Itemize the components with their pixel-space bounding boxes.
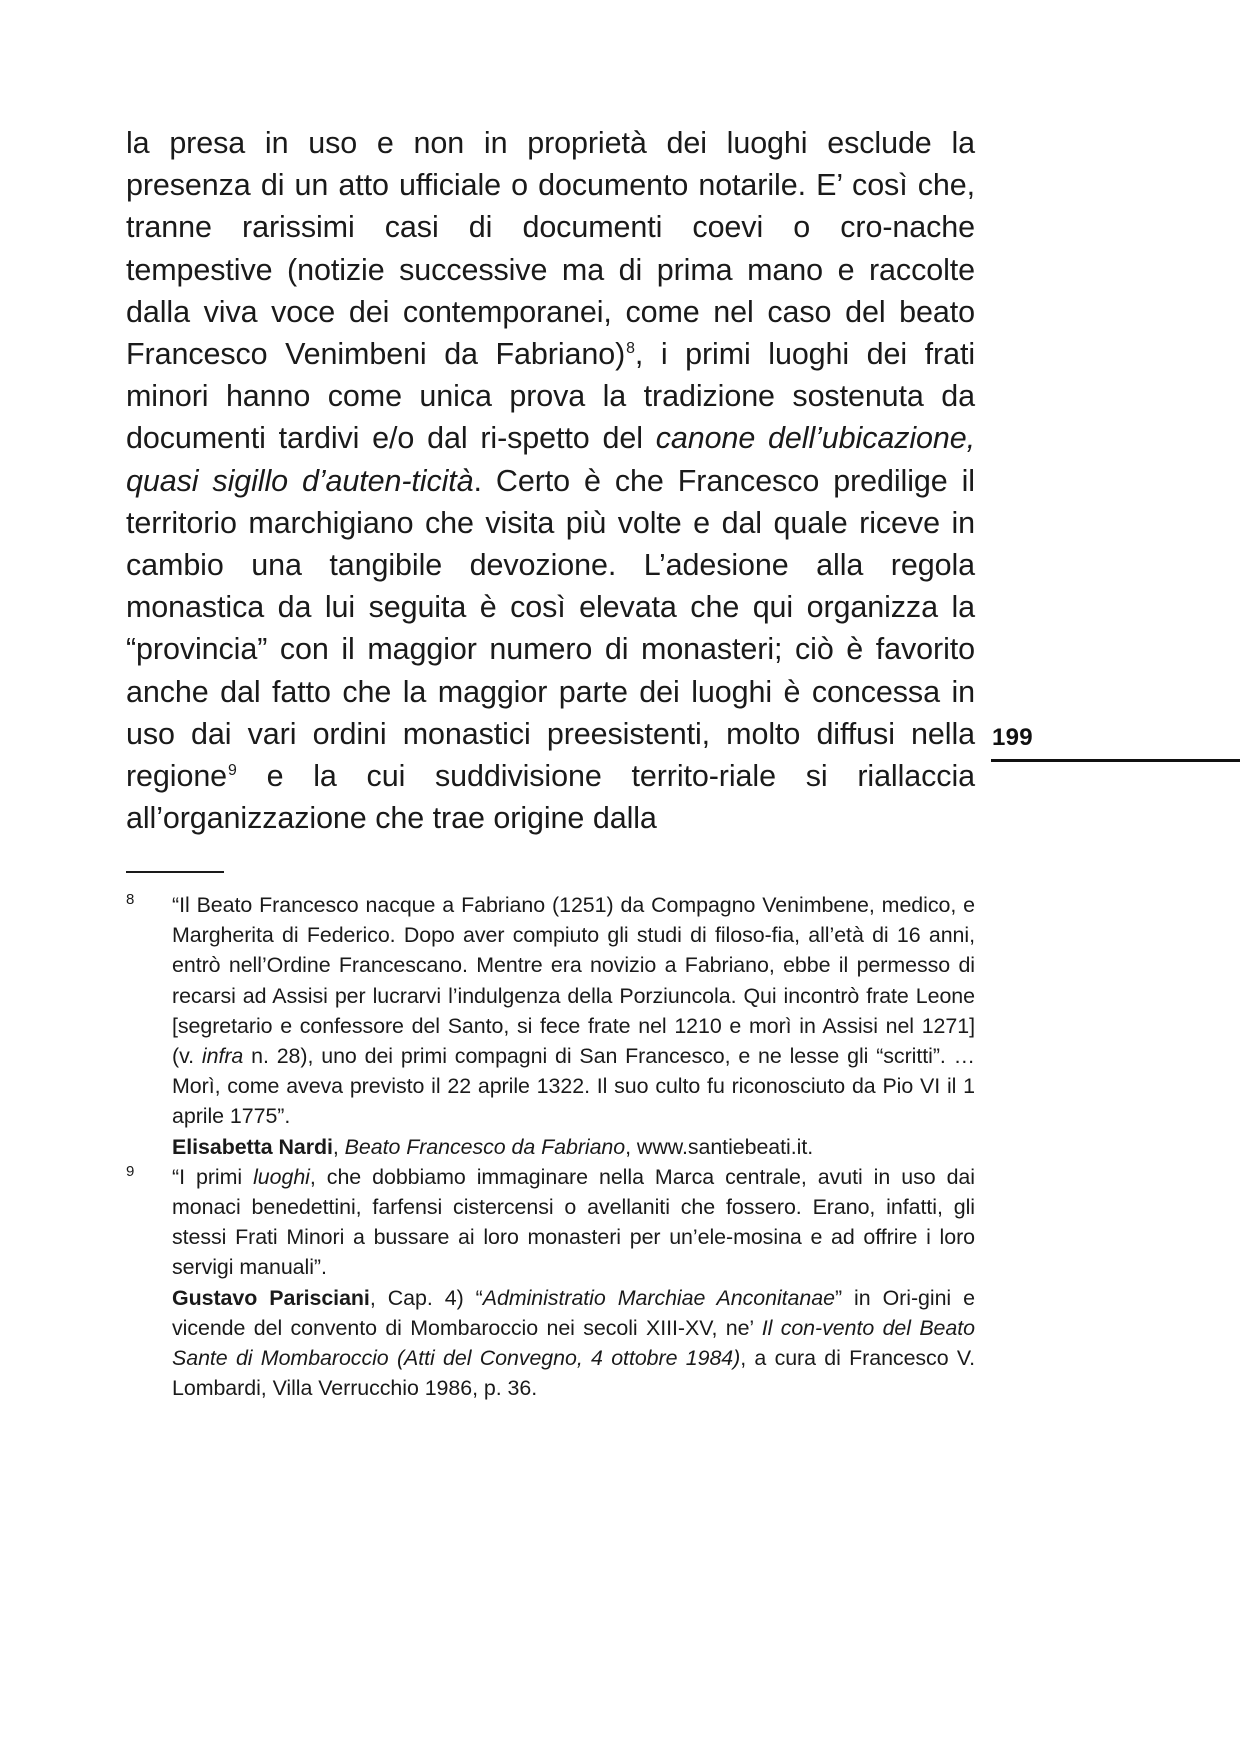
footnote-marker: 8 — [126, 891, 135, 908]
footnote-item — [126, 890, 975, 1162]
footnote-source: Elisabetta Nardi, Beato Francesco da Fabriano, www.santiebeati.it. — [172, 1134, 814, 1159]
footnote-separator-rule — [126, 871, 224, 873]
footnote-item — [126, 1162, 975, 1404]
footnote-source: Gustavo Parisciani, Cap. 4) “Administratio Marchiae Anconitanae” in Ori-gini e vicende del convento di Mombaroccio nei secoli XIII-XV, ne’ Il con-vento del Beato Sante di Mombaroccio (Atti del Convegno, 4 ottobre 1984), a cura di Francesco V. Lombardi, Villa Verrucchio 1986, p. 36. — [172, 1285, 975, 1401]
footnote-body: “Il Beato Francesco nacque a Fabriano (1251) da Compagno Venimbene, medico, e Margherita di Federico. Dopo aver compiuto gli studi di filoso-fia, all’età di 16 anni, entrò nell’Ordine Francescano. Mentre era novizio a Fabriano, ebbe il permesso di recarsi ad Assisi per lucrarvi l’indulgenza della Porziuncola. Qui incontrò frate Leone [segretario e confessore del Santo, si fece frate nel 1210 e morì in Assisi nel 1271] (v. infra n. 28), uno dei primi compagni di San Francesco, e ne lesse gli “scritti”. … Morì, come aveva previsto il 22 aprile 1322. Il suo culto fu riconosciuto da Pio VI il 1 aprile 1775”. — [172, 893, 975, 1129]
folio-rule — [991, 759, 1240, 762]
body-text-block — [126, 122, 975, 839]
page-folio — [991, 726, 1240, 762]
footnote-section — [126, 890, 975, 1403]
footnote-body: “I primi luoghi, che dobbiamo immaginare nella Marca centrale, avuti in uso dai monaci benedettini, farfensi cistercensi o avellaniti che fossero. Erano, infatti, gli stessi Frati Minori a bussare ai loro monasteri per un’ele-mosina e ad offrire i loro servigi manuali”. — [172, 1164, 975, 1280]
page-number: 199 — [992, 724, 1033, 751]
footnote-marker: 9 — [126, 1162, 135, 1180]
body-paragraph: la presa in uso e non in proprietà dei luoghi esclude la presenza di un atto ufficiale o documento notarile. E’ così che, tranne rarissimi casi di documenti coevi o cro-nache tempestive (notizie successive ma di prima mano e raccolte dalla viva voce dei contemporanei, come nel caso del beato Francesco Venimbeni da Fabriano)$^8$, i primi luoghi dei frati minori hanno come unica prova la tradizione sostenuta da documenti tardivi e/o dal ri-spetto del canone dell’ubicazione, quasi sigillo d’auten-ticità. Certo è che Francesco predilige il territorio marchigiano che visita più volte e dal quale riceve in cambio una tangibile devozione. L’adesione alla regola monastica da lui seguita è così elevata che qui organizza la “provincia” con il maggior numero di monasteri; ciò è favorito anche dal fatto che la maggior parte dei luoghi è concessa in uso dai vari ordini monastici preesistenti, molto diffusi nella regione$^9$ e la cui suddivisione territo-riale si riallaccia all’organizzazione che trae origine dalla — [126, 126, 976, 836]
